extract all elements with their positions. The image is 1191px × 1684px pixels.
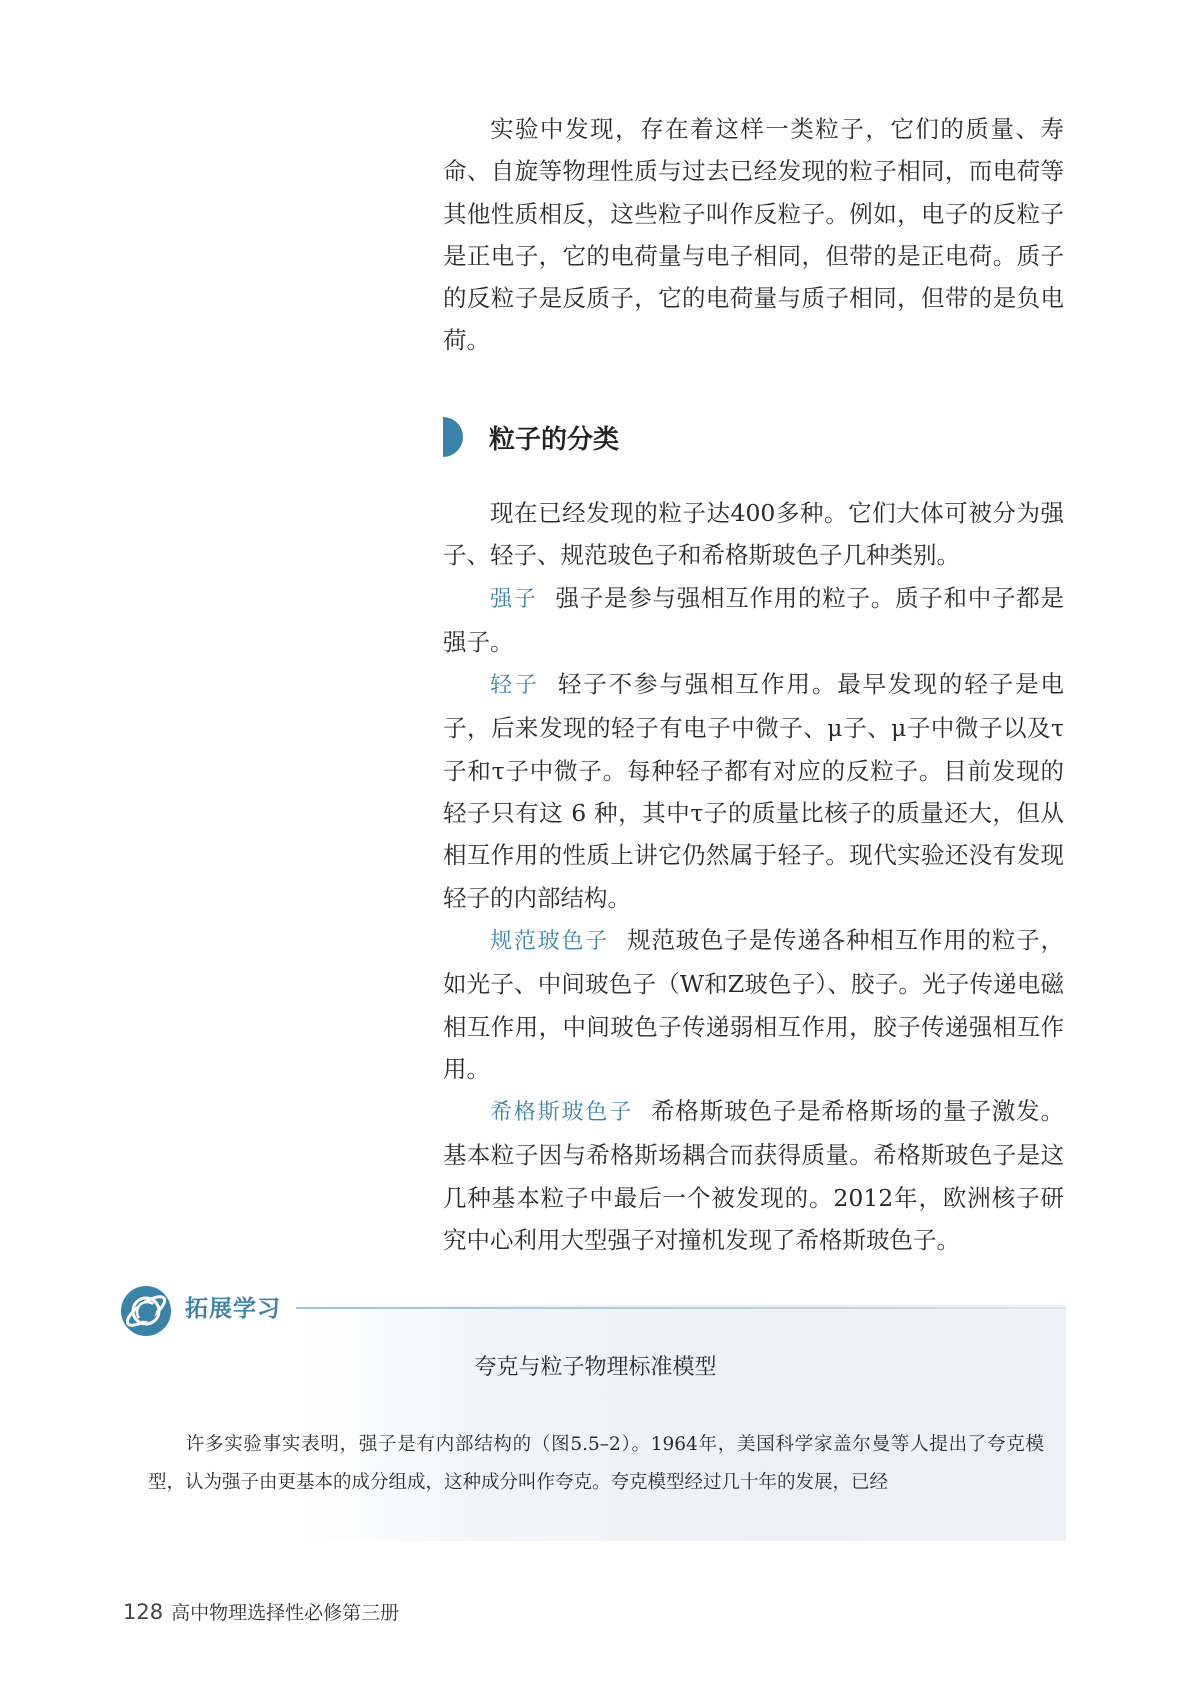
section-intro: 现在已经发现的粒子达400多种。它们大体可被分为强子、轻子、规范玻色子和希格斯玻色子几种类别。 <box>443 499 1064 570</box>
section-title: 粒子的分类 <box>489 424 620 455</box>
term-text: 规范玻色子是传递各种相互作用的粒子，如光子、中间玻色子（W和Z玻色子）、胶子。光子传递电磁相互作用，中间玻色子传递弱相互作用，胶子传递强相互作用。 <box>443 925 1064 1083</box>
extension-label: 拓展学习 <box>185 1296 281 1322</box>
term-text: 强子是参与强相互作用的粒子。质子和中子都是强子。 <box>443 583 1064 656</box>
page-footer <box>123 1598 399 1625</box>
extension-box <box>296 1305 1066 1541</box>
item-lepton <box>443 663 1064 919</box>
term-label: 规范玻色子 <box>490 928 610 954</box>
section-body <box>443 492 1064 1261</box>
term-label: 希格斯玻色子 <box>490 1100 634 1126</box>
page-number: 128 <box>123 1600 164 1624</box>
term-label: 强子 <box>490 586 538 612</box>
extension-body-text: 许多实验事实表明，强子是有内部结构的（图5.5–2）。1964年，美国科学家盖尔曼等人提出了夸克模型，认为强子由更基本的成分组成，这种成分叫作夸克。夸克模型经过几十年的发展，已经 <box>148 1434 1044 1493</box>
term-label: 轻子 <box>490 673 540 699</box>
globe-orbit-icon <box>120 1285 172 1337</box>
item-hadron <box>443 577 1064 664</box>
intro-paragraph: 实验中发现，存在着这样一类粒子，它们的质量、寿命、自旋等物理性质与过去已经发现的粒子相同，而电荷等其他性质相反，这些粒子叫作反粒子。例如，电子的反粒子是正电子，它的电荷量与电子相同，但带的是正电荷。质子的反粒子是反质子，它的电荷量与质子相同，但带的是负电荷。 <box>443 115 1064 355</box>
extension-body <box>148 1426 1044 1502</box>
section-heading <box>443 417 619 457</box>
intro-section <box>443 108 1064 362</box>
section-marker-icon <box>443 417 463 457</box>
extension-title: 夸克与粒子物理标准模型 <box>474 1355 717 1380</box>
item-higgs-boson <box>443 1090 1064 1261</box>
term-text: 希格斯玻色子是希格斯场的量子激发。基本粒子因与希格斯场耦合而获得质量。希格斯玻色子是这几种基本粒子中最后一个被发现的。2012年，欧洲核子研究中心利用大型强子对撞机发现了希格斯玻色子。 <box>443 1097 1064 1255</box>
item-gauge-boson <box>443 919 1064 1090</box>
extension-divider <box>296 1307 1066 1309</box>
book-title: 高中物理选择性必修第三册 <box>171 1602 400 1624</box>
term-text: 轻子不参与强相互作用。最早发现的轻子是电子，后来发现的轻子有电子中微子、μ子、μ子中微子以及τ子和τ子中微子。每种轻子都有对应的反粒子。目前发现的轻子只有这 6 种，其中τ子的质量比核子的质量还大，但从相互作用的性质上讲它仍然属于轻子。现代实验还没有发现轻子的内部结构。 <box>443 670 1064 912</box>
